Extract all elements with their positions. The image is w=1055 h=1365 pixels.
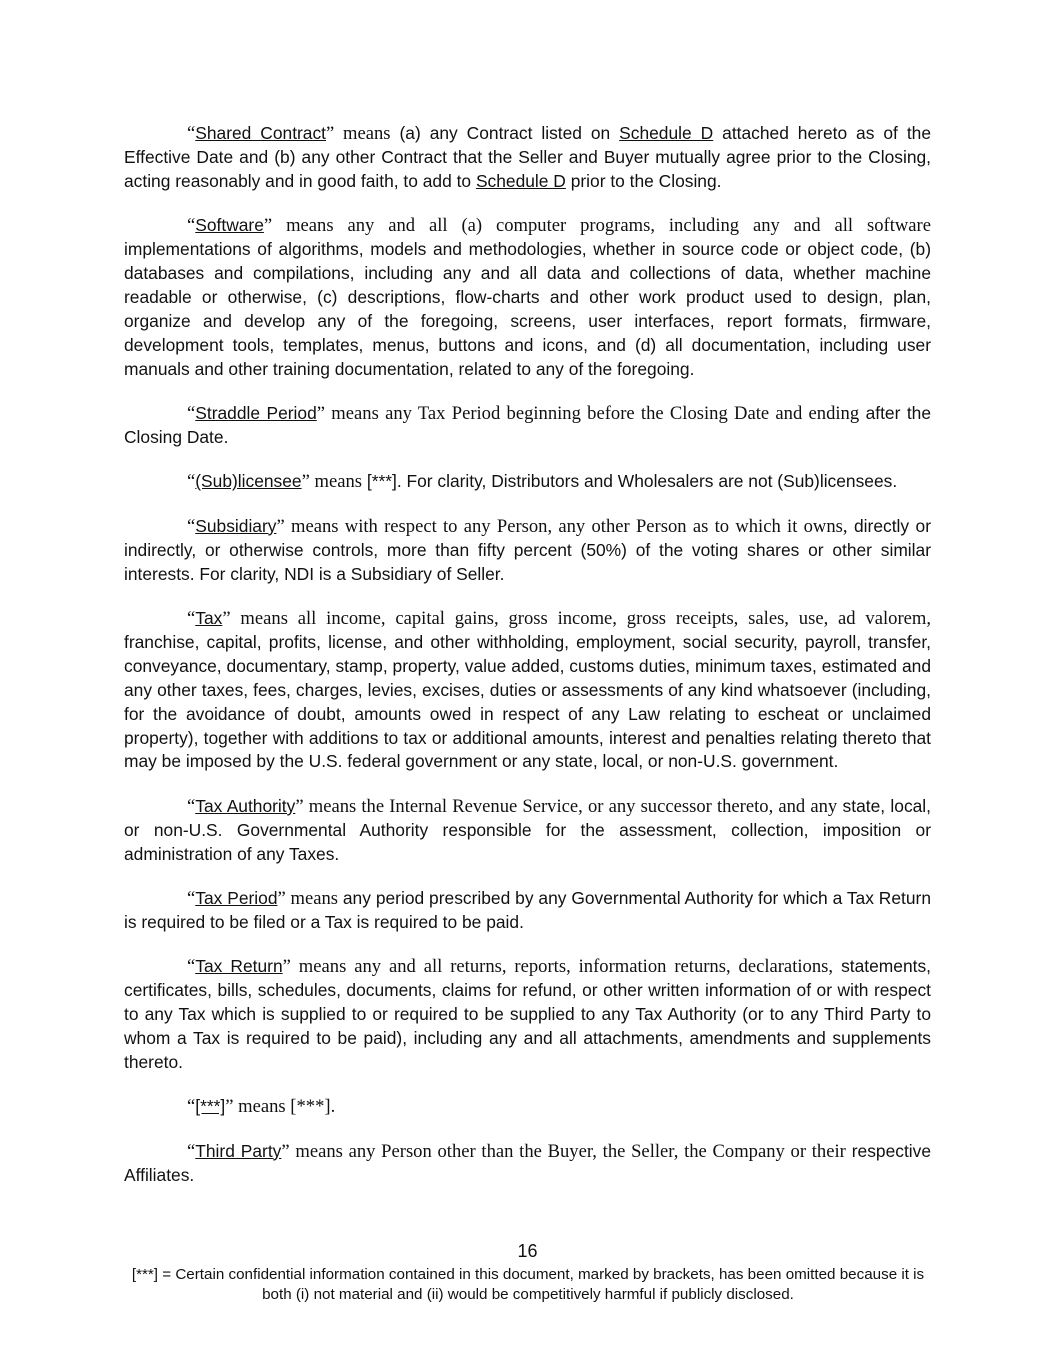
definition-lead: means any and all (a) computer programs, including any and all software [272, 215, 931, 237]
open-quote: “ [187, 215, 196, 237]
open-quote: “ [187, 956, 196, 978]
open-quote: “ [187, 1140, 196, 1162]
definition-text: prior to the Closing. [565, 170, 722, 191]
defined-term: Shared Contract [195, 123, 327, 143]
definition-lead: means all income, capital gains, gross income, gross receipts, sales, use, ad valorem, [230, 608, 931, 629]
close-quote: ” [301, 471, 310, 493]
close-quote: ” [282, 956, 291, 978]
definition-straddle-period [124, 402, 931, 450]
close-quote: ” [225, 1096, 234, 1118]
definition-text: statements, certificates, bills, schedules, documents, claims for refund, or other written information of or with respect to any Tax which is supplied to or required to be supplied to any Tax Authority (or to any Third Party to whom a Tax is required to be paid), including any and all attachments, amendments and supplements thereto. [124, 956, 931, 1072]
definition-text: respective Affiliates. [124, 1140, 932, 1185]
definition-third-party [124, 1140, 931, 1188]
defined-term: Software [195, 215, 264, 236]
schedule-reference: Schedule D [619, 123, 714, 143]
definition-text: franchise, capital, profits, license, and other withholding, employment, social security, payroll, transfer, conveyance, documentary, stamp, property, value added, customs duties, minimum taxes, estimated and any other taxes, fees, charges, levies, excises, duties or assessments of any kind whatsoever (including, for the avoidance of doubt, amounts owed in respect of any Law relating to escheat or unclaimed property), together with additions to tax or additional amounts, interest and penalties relating thereto that may be imposed by the U.S. federal government or any state, local, or non-U.S. government. [124, 631, 931, 772]
definition-shared-contract [124, 122, 931, 194]
close-quote: ” [316, 403, 326, 425]
definition-subsidiary [124, 515, 931, 587]
open-quote: “ [187, 1096, 196, 1118]
definition-text: (a) any Contract listed on [390, 123, 620, 143]
defined-term: [***] [195, 1096, 226, 1117]
open-quote: “ [187, 471, 196, 493]
defined-term: Straddle Period [195, 403, 317, 424]
document-body [124, 122, 931, 1208]
schedule-reference: Schedule D [475, 170, 566, 191]
definition-lead: means [***]. [233, 1096, 336, 1118]
page-number: 16 [517, 1241, 538, 1261]
definition-text: [***]. For clarity, Distributors and Wholesalers are not (Sub)licensees. [362, 471, 898, 492]
definition-tax-authority [124, 795, 931, 867]
definition-lead: means [334, 123, 391, 144]
defined-term: Tax Period [195, 888, 278, 909]
close-quote: ” [277, 888, 286, 910]
definition-text: directly or indirectly, or otherwise controls, more than fifty percent (50%) of the voting shares or other similar interests. For clarity, NDI is a Subsidiary of Seller. [124, 515, 931, 584]
definition-text: attached hereto as of the Effective Date and (b) any other Contract that the Seller and Buyer mutually agree prior to the Closing, acting reasonably and in good faith, to add to [124, 123, 931, 191]
open-quote: “ [187, 123, 196, 144]
close-quote: ” [326, 123, 335, 144]
definition-text: after the Closing Date. [124, 403, 932, 447]
definition-lead: means any Tax Period beginning before the Closing Date and ending [325, 403, 860, 425]
definition-tax-period [124, 887, 931, 935]
close-quote: ” [276, 515, 285, 537]
definition-text: any period prescribed by any Governmental Authority for which a Tax Return is required to be filed or a Tax is required to be paid. [124, 888, 931, 932]
definition-lead: means [309, 471, 363, 493]
close-quote: ” [222, 608, 231, 629]
open-quote: “ [187, 795, 196, 817]
close-quote: ” [263, 215, 273, 237]
definition-tax-return [124, 955, 931, 1075]
definition-text: implementations of algorithms, models and methodologies, whether in source code or object code, (b) databases and compilations, including any and all data and collections of data, whether machine readable or otherwise, (c) descriptions, flow-charts and other work product used to design, plan, organize and develop any of the foregoing, screens, user interfaces, report formats, firmware, development tools, templates, menus, buttons and icons, and (d) all documentation, including user manuals and other training documentation, related to any of the foregoing. [124, 239, 931, 379]
definition-lead: means any and all returns, reports, information returns, declarations, [290, 956, 833, 978]
close-quote: ” [281, 1140, 290, 1162]
open-quote: “ [187, 515, 196, 537]
defined-term: Tax Return [195, 956, 283, 977]
definition-tax [124, 607, 931, 774]
close-quote: ” [295, 795, 304, 817]
definition-lead: means with respect to any Person, any other Person as to which it owns, [284, 515, 848, 537]
defined-term: Third Party [195, 1140, 282, 1161]
definition-redacted [124, 1095, 931, 1119]
definition-software [124, 214, 931, 381]
definition-lead: means [285, 888, 338, 910]
definition-lead: means the Internal Revenue Service, or any successor thereto, and any [303, 795, 838, 817]
open-quote: “ [187, 403, 196, 425]
defined-term: Tax Authority [195, 795, 296, 816]
definition-text: state, local, or non-U.S. Governmental Authority responsible for the assessment, collection, imposition or administration of any Taxes. [124, 795, 932, 864]
open-quote: “ [187, 888, 196, 910]
confidentiality-footnote: [***] = Certain confidential information contained in this document, marked by brackets, has been omitted because it is both (i) not material and (ii) would be competitively harmful if publicly disclosed. [131, 1266, 925, 1303]
defined-term: (Sub)licensee [195, 471, 302, 492]
defined-term: Subsidiary [195, 515, 277, 536]
definition-lead: means any Person other than the Buyer, the Seller, the Company or their [289, 1140, 846, 1162]
open-quote: “ [187, 608, 196, 629]
definition-sublicensee [124, 470, 931, 494]
defined-term: Tax [195, 608, 223, 628]
